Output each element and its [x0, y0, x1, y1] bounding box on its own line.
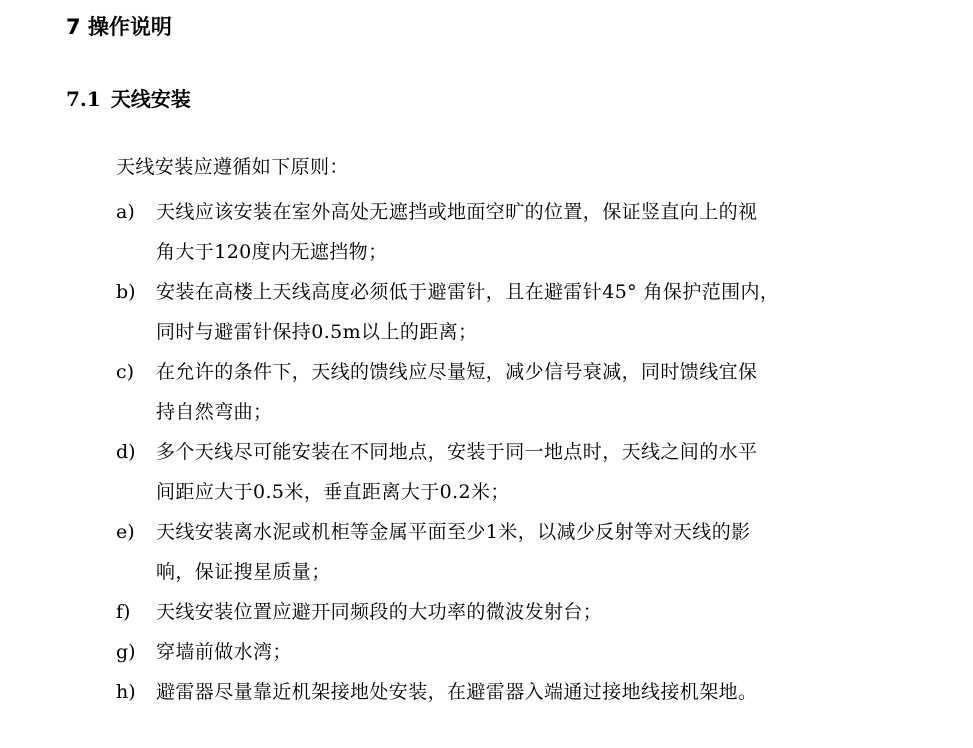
list-item-f — [116, 592, 916, 632]
list-item-text-line: 安装在高楼上天线高度必须低于避雷针，且在避雷针45° 角保护范围内， — [156, 281, 780, 303]
intro-paragraph: 天线安装应遵循如下原则： — [116, 156, 349, 178]
list-item-text-line: 间距应大于0.5米，垂直距离大于0.2米； — [156, 481, 510, 503]
list-item-text-line: 天线应该安装在室外高处无遮挡或地面空旷的位置，保证竖直向上的视 — [156, 201, 758, 223]
list-marker: a) — [116, 201, 135, 223]
list-item-text-line: 避雷器尽量靠近机架接地处安装，在避雷器入端通过接地线接机架地。 — [156, 681, 758, 703]
list-marker: f) — [116, 601, 131, 623]
list-item-a — [116, 192, 916, 272]
section-heading: 7 操作说明 — [66, 15, 172, 39]
list-marker: h) — [116, 681, 136, 703]
list-item-text-line: 持自然弯曲； — [156, 401, 273, 423]
list-item-text-line: 同时与避雷针保持0.5m以上的距离； — [156, 321, 478, 343]
list-item-text-line: 角大于120度内无遮挡物； — [156, 241, 388, 263]
list-item-c — [116, 352, 916, 432]
list-item-b — [116, 272, 916, 352]
list-item-text-line: 天线安装位置应避开同频段的大功率的微波发射台； — [156, 601, 603, 623]
subsection-number: 7.1 — [66, 87, 101, 111]
list-item-text-line: 在允许的条件下，天线的馈线应尽量短，减少信号衰减，同时馈线宜保 — [156, 361, 758, 383]
list-item-text-line: 天线安装离水泥或机柜等金属平面至少1米，以减少反射等对天线的影 — [156, 521, 751, 543]
list-marker: e) — [116, 521, 135, 543]
list-marker: g) — [116, 641, 136, 663]
list-marker: b) — [116, 281, 136, 303]
subsection-title: 天线安装 — [110, 87, 191, 111]
list-item-text-line: 多个天线尽可能安装在不同地点，安装于同一地点时，天线之间的水平 — [156, 441, 758, 463]
list-item-g — [116, 632, 916, 672]
list-item-e — [116, 512, 916, 592]
subsection-heading — [66, 84, 191, 114]
installation-rules-list — [116, 192, 916, 712]
list-marker: d) — [116, 441, 136, 463]
list-item-h — [116, 672, 916, 712]
list-item-text-line: 响，保证搜星质量； — [156, 561, 331, 583]
list-marker: c) — [116, 361, 135, 383]
list-item-text-line: 穿墙前做水湾； — [156, 641, 292, 663]
list-item-d — [116, 432, 916, 512]
